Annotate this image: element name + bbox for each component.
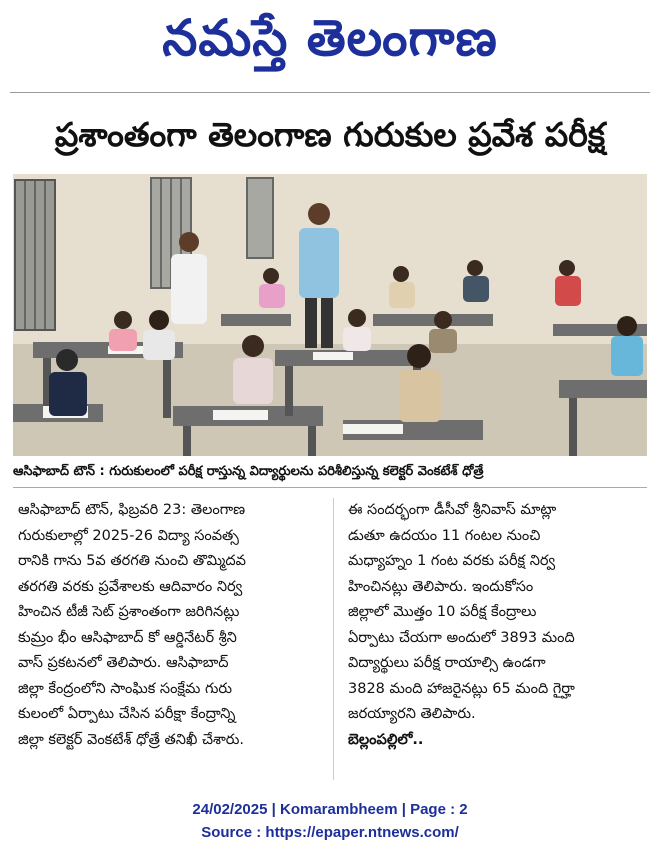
classroom-photo-illustration <box>13 174 647 456</box>
article-line: జిల్లా కేంద్రంలోని సాంఘిక సంక్షేమ గురు <box>18 680 233 697</box>
article-line: జరయ్యారని తెలిపారు. <box>348 706 476 722</box>
column-divider <box>333 498 334 780</box>
article-line: డుతూ ఉదయం 11 గంటల నుంచి <box>348 527 541 544</box>
photo-caption: ఆసిఫాబాద్ టౌన్ : గురుకులంలో పరీక్ష రాస్తున్న విద్యార్థులను పరిశీలిస్తున్న కలెక్టర్ వెంకటేశ్ ధోత్రే <box>13 464 484 479</box>
article-line: మధ్యాహ్నం 1 గంట వరకు పరీక్ష నిర్వ <box>348 553 556 569</box>
article-line: కులంలో ఏర్పాటు చేసిన పరీక్షా కేంద్రాన్ని <box>18 706 236 722</box>
article-line: విద్యార్థులు పరీక్ష రాయాల్సి ఉండగా <box>348 655 546 671</box>
newspaper-title: నమస్తే తెలంగాణ <box>162 9 498 67</box>
masthead <box>0 0 660 78</box>
article-line: వాస్ ప్రకటనలో తెలిపారు. ఆసిఫాబాద్ <box>18 655 229 671</box>
article-line: జిల్లాలో మొత్తం 10 పరీక్ష కేంద్రాలు <box>348 604 537 620</box>
footer-source-link[interactable]: Source : https://epaper.ntnews.com/ <box>201 824 459 841</box>
caption-rule <box>13 487 647 488</box>
article-line: హించినట్లు తెలిపారు. ఇందుకోసం <box>348 578 534 595</box>
article-column-left <box>18 498 320 753</box>
masthead-rule <box>10 92 650 93</box>
article-subhead: బెల్లంపల్లిలో.. <box>348 731 424 748</box>
footer-date-page: 24/02/2025 | Komarambheem | Page : 2 <box>192 801 468 818</box>
article-line: ఆసిఫాబాద్ టౌన్, ఫిబ్రవరి 23: తెలంగాణ <box>18 502 246 518</box>
article-line: గురుకులాల్లో 2025-26 విద్యా సంవత్స <box>18 527 239 544</box>
article-line: కుమ్రం భీం ఆసిఫాబాద్ కో ఆర్డినేటర్ శ్రీని <box>18 629 237 646</box>
article-line: ఏర్పాటు చేయగా అందులో 3893 మంది <box>348 629 575 646</box>
article-headline: ప్రశాంతంగా తెలంగాణ గురుకుల ప్రవేశ పరీక్ష <box>54 115 606 154</box>
article-line: రానికి గాను 5వ తరగతి నుంచి తొమ్మిదవ <box>18 553 246 569</box>
article-line: 3828 మంది హాజరైనట్లు 65 మంది గైర్హా <box>348 680 575 697</box>
news-photo <box>13 174 647 456</box>
article-line: జిల్లా కలెక్టర్ వెంకటేశ్ ధోత్రే తనిఖీ చేశారు. <box>18 731 244 748</box>
article-line: హించిన టీజీ సెట్ ప్రశాంతంగా జరిగినట్లు <box>18 604 240 620</box>
article-line: ఈ సందర్భంగా డీసీవో శ్రీనివాస్ మాట్లా <box>348 502 557 518</box>
article-line: తరగతి వరకు ప్రవేశాలకు ఆదివారం నిర్వ <box>18 578 243 595</box>
article-column-right <box>348 498 648 753</box>
